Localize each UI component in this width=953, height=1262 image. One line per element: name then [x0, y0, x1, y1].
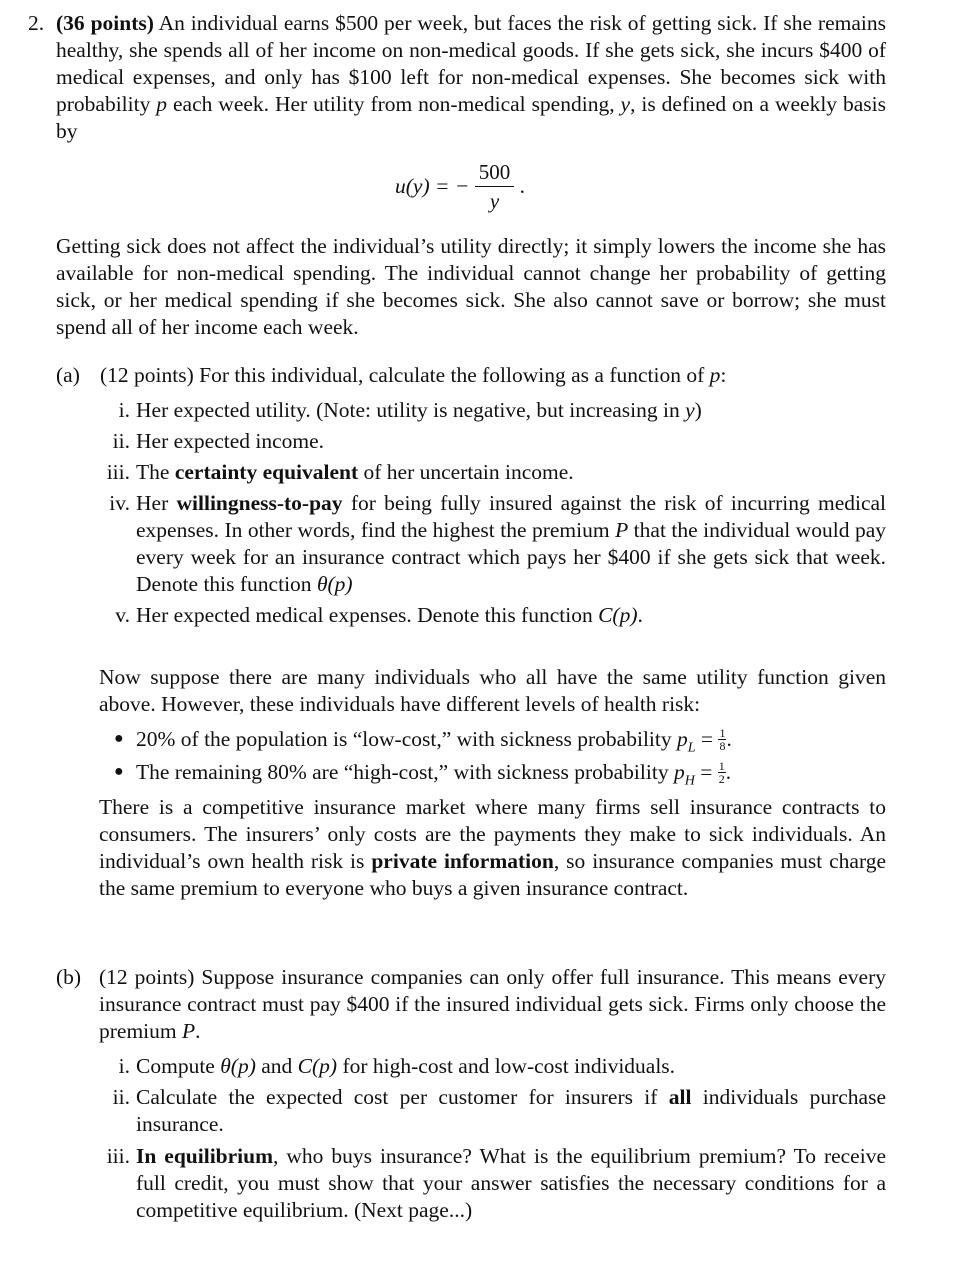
part-a-item-ii: Her expected income.	[136, 429, 325, 453]
bullet-high-cost: The remaining 80% are “high-cost,” with sickness probability $p_H$ = $\frac{1}{2}$ .	[136, 759, 732, 789]
part-b-prompt: (12 points) Suppose insurance companies can only offer full insurance. This means every insurance contract must pay $400 if the insured individual gets sick. Firms only choose the premium P.	[99, 965, 886, 1043]
utility-equation: u(y) = − $\frac{500}{y}$ .	[395, 160, 526, 213]
bullet-icon: ●	[114, 763, 124, 780]
part-a-item-label: ii.	[112, 429, 130, 453]
part-b-item-i: Compute θ(p) and C(p) for high-cost and low-cost individuals.	[136, 1054, 676, 1078]
low-cost-fraction: $\frac{1}{8}$	[719, 726, 726, 753]
part-a-item-label: iv.	[109, 491, 130, 515]
bullet-icon: ●	[114, 730, 124, 747]
part-a-item-label: v.	[115, 603, 130, 627]
problem-intro: (36 points) An individual earns $500 per week, but faces the risk of getting sick. If she remains healthy, she spends all of her income on non-medical goods. If she gets sick, she incurs $400 of medical expenses, and only has $100 left for non-medical expenses. She becomes sick with probability p each week. Her utility from non-medical spending, y, is defined on a weekly basis by	[56, 11, 886, 143]
part-a-label: (a)	[56, 363, 80, 387]
part-a-item-iv: Her willingness-to-pay for being fully insured against the risk of incurring medical expenses. In other words, find the highest the premium P that the individual would pay every week for an insurance contract which pays her $400 if she gets sick that week. Denote this function θ(p)	[136, 491, 887, 596]
context-paragraph-2: There is a competitive insurance market where many firms sell insurance contracts to consumers. The insurers’ only costs are the payments they make to sick individuals. An individual’s own health risk is private information, so insurance companies must charge the same premium to everyone who buys a given insurance contract.	[99, 795, 887, 900]
intro-paragraph-2: Getting sick does not affect the individual’s utility directly; it simply lowers the income she has available for non-medical spending. The individual cannot change her probability of getting sick, or her medical spending if she becomes sick. She also cannot save or borrow; she must spend all of her income each week.	[56, 234, 886, 339]
part-a-item-label: iii.	[106, 460, 130, 484]
part-a-prompt: (12 points) For this individual, calculate the following as a function of p:	[100, 363, 727, 387]
part-b-item-ii: Calculate the expected cost per customer for insurers if all individuals purchase insurance.	[136, 1085, 887, 1136]
part-b-item-label: i.	[118, 1054, 130, 1078]
part-b-item-label: iii.	[106, 1144, 130, 1168]
problem-points: (36 points)	[56, 11, 154, 35]
context-paragraph-1: Now suppose there are many individuals who all have the same utility function given above. However, these individuals have different levels of health risk:	[99, 665, 886, 716]
part-b-item-iii: In equilibrium, who buys insurance? What is the equilibrium premium? To receive full credit, you must show that your answer satisfies the necessary conditions for a competitive equilibrium. (Next page...)	[136, 1144, 886, 1222]
high-cost-fraction: $\frac{1}{2}$	[718, 759, 725, 786]
utility-fraction: $\frac{500}{y}$	[475, 158, 515, 215]
part-a-item-iii: The certainty equivalent of her uncertain income.	[136, 460, 574, 484]
part-a-item-label: i.	[118, 398, 130, 422]
problem-number: 2.	[28, 11, 45, 35]
part-b-item-label: ii.	[112, 1085, 130, 1109]
part-a-item-v: Her expected medical expenses. Denote this function C(p).	[136, 603, 643, 627]
bullet-low-cost: 20% of the population is “low-cost,” with sickness probability $p_L$ = $\frac{1}{8}$ .	[136, 726, 732, 756]
part-b-label: (b)	[56, 965, 82, 989]
part-a-item-i: Her expected utility. (Note: utility is negative, but increasing in y)	[136, 398, 702, 422]
